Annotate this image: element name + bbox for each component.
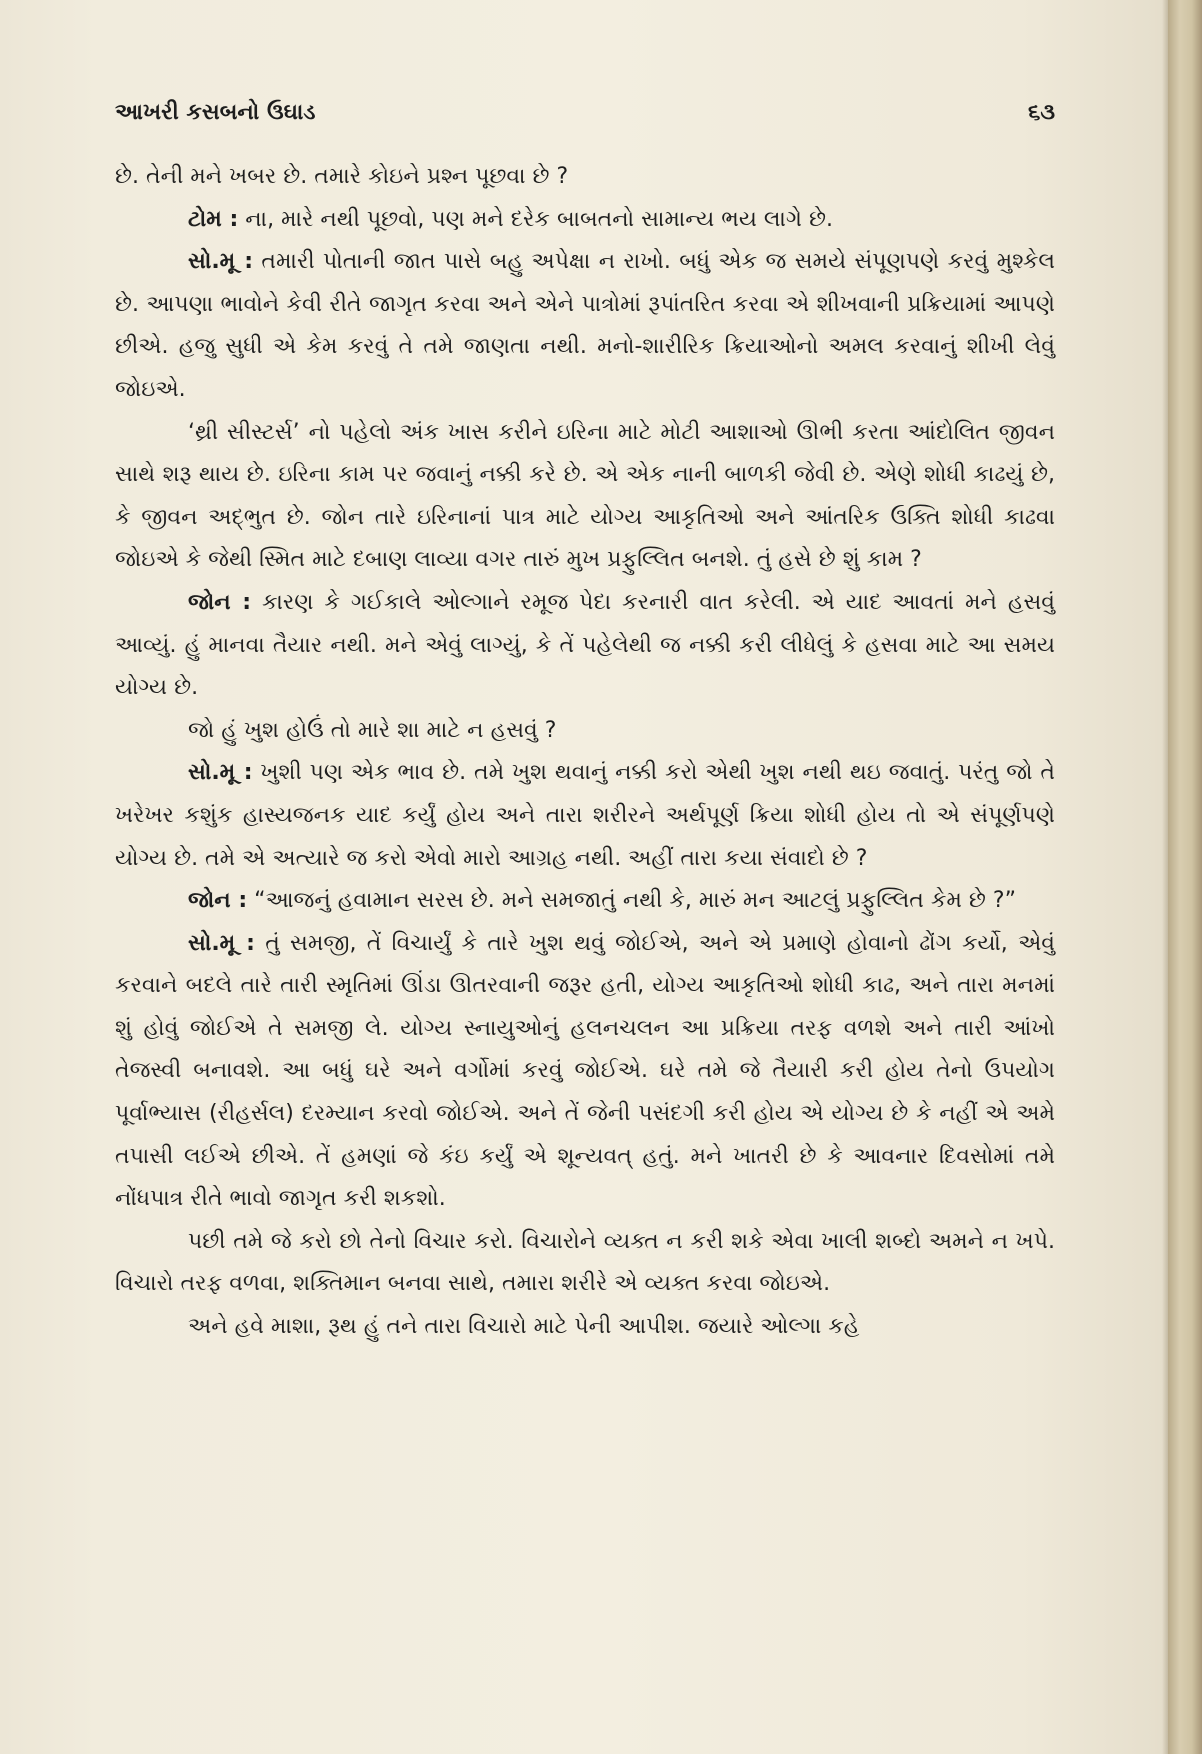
paragraph-text: ખુશી પણ એક ભાવ છે. તમે ખુશ થવાનું નક્કી કરો એથી ખુશ નથી થઇ જવાતું. પરંતુ જો તે ખરેખર કશુંક હાસ્યજનક યાદ કર્યું હોય અને તારા શરીરને અર્થપૂર્ણ ક્રિયા શોધી હોય તો એ સંપૂર્ણપણે યોગ્ય છે. તમે એ અત્યારે જ કરો એવો મારો આગ્રહ નથી. અહીં તારા કયા સંવાદો છે ? xyxy=(115,760,1055,871)
paragraph xyxy=(115,241,1055,411)
speaker-label: જોન : xyxy=(188,888,248,914)
running-title: આખરી કસબનો ઉઘાડ xyxy=(115,100,316,125)
page-number: ૬૩ xyxy=(1028,100,1055,125)
paragraph xyxy=(115,582,1055,710)
paragraph-text: છે. તેની મને ખબર છે. તમારે કોઇને પ્રશ્ન પૂછવા છે ? xyxy=(115,164,569,189)
paragraph xyxy=(115,880,1055,923)
speaker-label: સો.મૂ : xyxy=(188,930,255,956)
paragraph xyxy=(115,752,1055,880)
paragraph xyxy=(115,199,1055,242)
paragraph xyxy=(115,156,1055,199)
speaker-label: ટોમ : xyxy=(188,206,239,232)
speaker-label: જોન : xyxy=(188,589,252,615)
speaker-label: સો.મૂ : xyxy=(188,760,253,786)
paragraph-text: તું સમજી, તેં વિચાર્યું કે તારે ખુશ થવું જોઈએ, અને એ પ્રમાણે હોવાનો ઢોંગ કર્યો, એવું કરવાને બદલે તારે તારી સ્મૃતિમાં ઊંડા ઊતરવાની જરૂર હતી, યોગ્ય આકૃતિઓ શોધી કાઢ, અને તારા મનમાં શું હોવું જોઈએ તે સમજી લે. યોગ્ય સ્નાયુઓનું હલનચલન આ પ્રક્રિયા તરફ વળશે અને તારી આંખો તેજસ્વી બનાવશે. આ બધું ઘરે અને વર્ગોમાં કરવું જોઈએ. ઘરે તમે જે તૈયારી કરી હોય તેનો ઉપયોગ પૂર્વાભ્યાસ (રીહર્સલ) દરમ્યાન કરવો જોઈએ. અને તેં જેની પસંદગી કરી હોય એ યોગ્ય છે કે નહીં એ અમે તપાસી લઈએ છીએ. તેં હમણાં જે કંઇ કર્યું એ શૂન્યવત્ હતું. મને ખાતરી છે કે આવનાર દિવસોમાં તમે નોંધપાત્ર રીતે ભાવો જાગૃત કરી શકશો. xyxy=(115,930,1055,1212)
paragraph-text: “આજનું હવામાન સરસ છે. મને સમજાતું નથી કે, મારું મન આટલું પ્રફુલ્લિત કેમ છે ?” xyxy=(247,888,1017,914)
paragraph xyxy=(115,1221,1055,1306)
paragraph xyxy=(115,710,1055,753)
paragraph xyxy=(115,923,1055,1221)
paragraph-text: અને હવે માશા, રૂથ હું તને તારા વિચારો માટે પેની આપીશ. જયારે ઓલ્ગા કહે xyxy=(188,1314,860,1340)
running-header xyxy=(115,100,1055,140)
body-text xyxy=(115,156,1055,1349)
paragraph xyxy=(115,412,1055,582)
paragraph xyxy=(115,1306,1055,1349)
speaker-label: સો.મૂ : xyxy=(188,249,254,275)
paragraph-text: ના, મારે નથી પૂછવો, પણ મને દરેક બાબતનો સામાન્ય ભય લાગે છે. xyxy=(238,206,833,232)
paragraph-text: ‘થ્રી સીસ્ટર્સ’ નો પહેલો અંક ખાસ કરીને ઇરિના માટે મોટી આશાઓ ઊભી કરતા આંદોલિત જીવન સાથે શરૂ થાય છે. ઇરિના કામ પર જવાનું નક્કી કરે છે. એ એક નાની બાળકી જેવી છે. એણે શોધી કાઢયું છે, કે જીવન અદ્ભુત છે. જોન તારે ઇરિનાનાં પાત્ર માટે યોગ્ય આકૃતિઓ અને આંતરિક ઉક્તિ શોધી કાઢવા જોઇએ કે જેથી સ્મિત માટે દબાણ લાવ્યા વગર તારું મુખ પ્રફુલ્લિત બનશે. તું હસે છે શું કામ ? xyxy=(115,419,1055,573)
page-edge-stack xyxy=(1168,0,1202,1754)
paragraph-text: તમારી પોતાની જાત પાસે બહુ અપેક્ષા ન રાખો. બધું એક જ સમયે સંપૂણપણે કરવું મુશ્કેલ છે. આપણા ભાવોને કેવી રીતે જાગૃત કરવા અને એને પાત્રોમાં રૂપાંતરિત કરવા એ શીખવાની પ્રક્રિયામાં આપણે છીએ. હજુ સુધી એ કેમ કરવું તે તમે જાણતા નથી. મનો-શારીરિક ક્રિયાઓનો અમલ કરવાનું શીખી લેવું જોઇએ. xyxy=(115,249,1055,402)
paragraph-text: પછી તમે જે કરો છો તેનો વિચાર કરો. વિચારોને વ્યક્ત ન કરી શકે એવા ખાલી શબ્દો અમને ન ખપે. વિચારો તરફ વળવા, શક્તિમાન બનવા સાથે, તમારા શરીરે એ વ્યક્ત કરવા જોઇએ. xyxy=(115,1228,1055,1297)
paragraph-text: જો હું ખુશ હોઉં તો મારે શા માટે ન હસવું ? xyxy=(188,717,557,743)
paragraph-text: કારણ કે ગઈકાલે ઓલ્ગાને રમૂજ પેદા કરનારી વાત કરેલી. એ યાદ આવતાં મને હસવું આવ્યું. હું માનવા તૈયાર નથી. મને એવું લાગ્યું, કે તેં પહેલેથી જ નક્કી કરી લીધેલું કે હસવા માટે આ સમય યોગ્ય છે. xyxy=(115,589,1055,701)
